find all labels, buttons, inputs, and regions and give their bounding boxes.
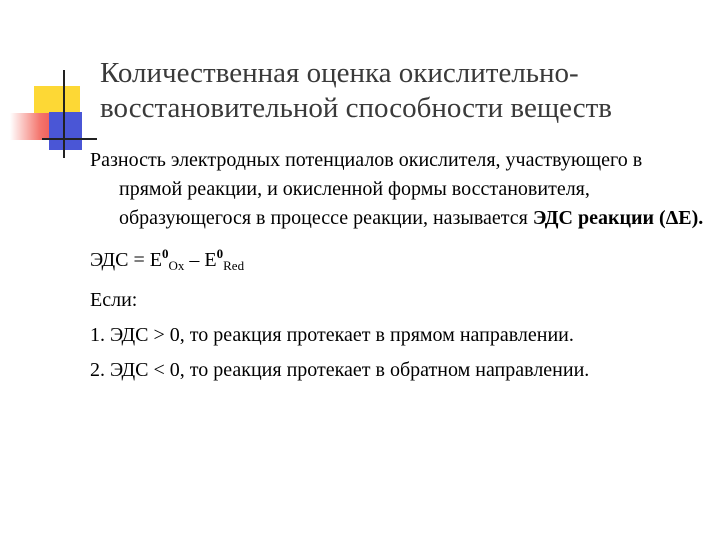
rule-1: 1. ЭДС > 0, то реакция протекает в прямом направлении. <box>90 324 574 346</box>
if-label: Если: <box>90 289 138 311</box>
formula-sub-2: Red <box>223 258 245 273</box>
decoration-blue-square <box>49 112 82 150</box>
slide-title <box>100 56 700 126</box>
formula-lhs: ЭДС = Е <box>90 249 163 271</box>
formula-sub-1: Ox <box>168 258 185 273</box>
definition-paragraph <box>90 146 710 233</box>
formula-sup-1: 0 <box>162 246 169 261</box>
rule-2: 2. ЭДС < 0, то реакция протекает в обратном направлении. <box>90 359 590 381</box>
formula-sup-2: 0 <box>216 246 224 261</box>
formula-line <box>90 239 710 280</box>
decoration-vertical-line <box>63 70 65 158</box>
definition-text: Разность электродных потенциалов окислителя, участвующего в прямой реакции, и окисленной формы восстановителя, образующегося в процессе реакции, называется <box>90 149 643 229</box>
formula-minus: – Е <box>184 249 217 271</box>
definition-term: ЭДС реакции (ΔЕ). <box>532 207 704 229</box>
slide-title-line-1: Количественная оценка окислительно- <box>100 57 579 89</box>
decoration-horizontal-line <box>42 138 97 140</box>
slide-body <box>90 146 710 385</box>
slide-title-line-2: восстановительной способности веществ <box>100 92 612 124</box>
